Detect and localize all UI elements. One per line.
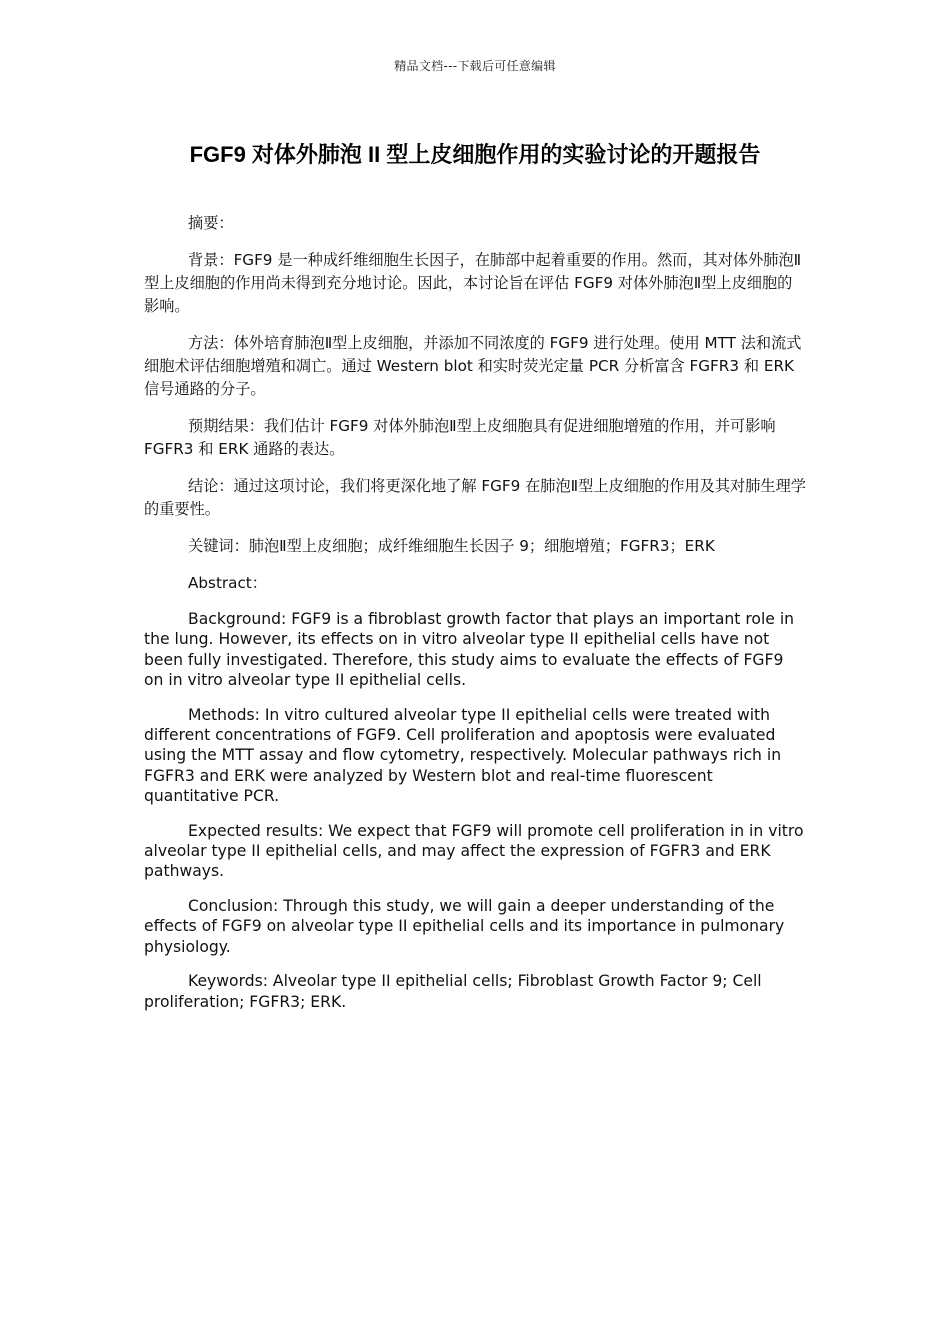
document-body <box>144 212 806 1026</box>
document-title: FGF9 对体外肺泡 II 型上皮细胞作用的实验讨论的开题报告 <box>189 142 761 167</box>
zh-conclusion-paragraph: 结论：通过这项讨论，我们将更深化地了解 FGF9 在肺泡Ⅱ型上皮细胞的作用及其对肺生理学的重要性。 <box>144 477 806 518</box>
en-abstract-heading: Abstract： <box>188 574 267 592</box>
en-expected-results-paragraph: Expected results: We expect that FGF9 will promote cell proliferation in in vitro alveolar type II epithelial cells, and may affect the expression of FGFR3 and ERK pathways. <box>144 821 804 881</box>
zh-background-paragraph: 背景：FGF9 是一种成纤维细胞生长因子，在肺部中起着重要的作用。然而，其对体外肺泡Ⅱ型上皮细胞的作用尚未得到充分地讨论。因此，本讨论旨在评估 FGF9 对体外肺泡Ⅱ型上皮细胞的影响。 <box>144 251 802 315</box>
en-conclusion-paragraph: Conclusion: Through this study, we will gain a deeper understanding of the effects of FGF9 on alveolar type II epithelial cells and its importance in pulmonary physiology. <box>144 896 785 956</box>
zh-abstract-heading: 摘要： <box>188 214 234 232</box>
en-background-paragraph: Background: FGF9 is a fibroblast growth factor that plays an important role in the lung. However, its effects on in vitro alveolar type II epithelial cells have not been fully investigated. Therefore, this study aims to evaluate the effects of FGF9 on in vitro alveolar type II epithelial cells. <box>144 610 795 690</box>
zh-expected-results-paragraph: 预期结果：我们估计 FGF9 对体外肺泡Ⅱ型上皮细胞具有促进细胞增殖的作用，并可影响 FGFR3 和 ERK 通路的表达。 <box>144 417 776 458</box>
zh-methods-paragraph: 方法：体外培育肺泡Ⅱ型上皮细胞，并添加不同浓度的 FGF9 进行处理。使用 MTT 法和流式细胞术评估细胞增殖和凋亡。通过 Western blot 和实时荧光定量 PCR 分析富含 FGFR3 和 ERK 信号通路的分子。 <box>144 334 802 398</box>
page-header: 精品文档---下载后可任意编辑 <box>394 59 556 73</box>
zh-keywords-paragraph: 关键词：肺泡Ⅱ型上皮细胞；成纤维细胞生长因子 9；细胞增殖；FGFR3；ERK <box>188 537 715 555</box>
en-keywords-paragraph: Keywords: Alveolar type II epithelial cells; Fibroblast Growth Factor 9; Cell proliferation; FGFR3; ERK. <box>144 972 762 1011</box>
en-methods-paragraph: Methods: In vitro cultured alveolar type II epithelial cells were treated with different concentrations of FGF9. Cell proliferation and apoptosis were evaluated using the MTT assay and flow cytometry, respectively. Molecular pathways rich in FGFR3 and ERK were analyzed by Western blot and real-time fluorescent quantitative PCR. <box>144 705 782 806</box>
